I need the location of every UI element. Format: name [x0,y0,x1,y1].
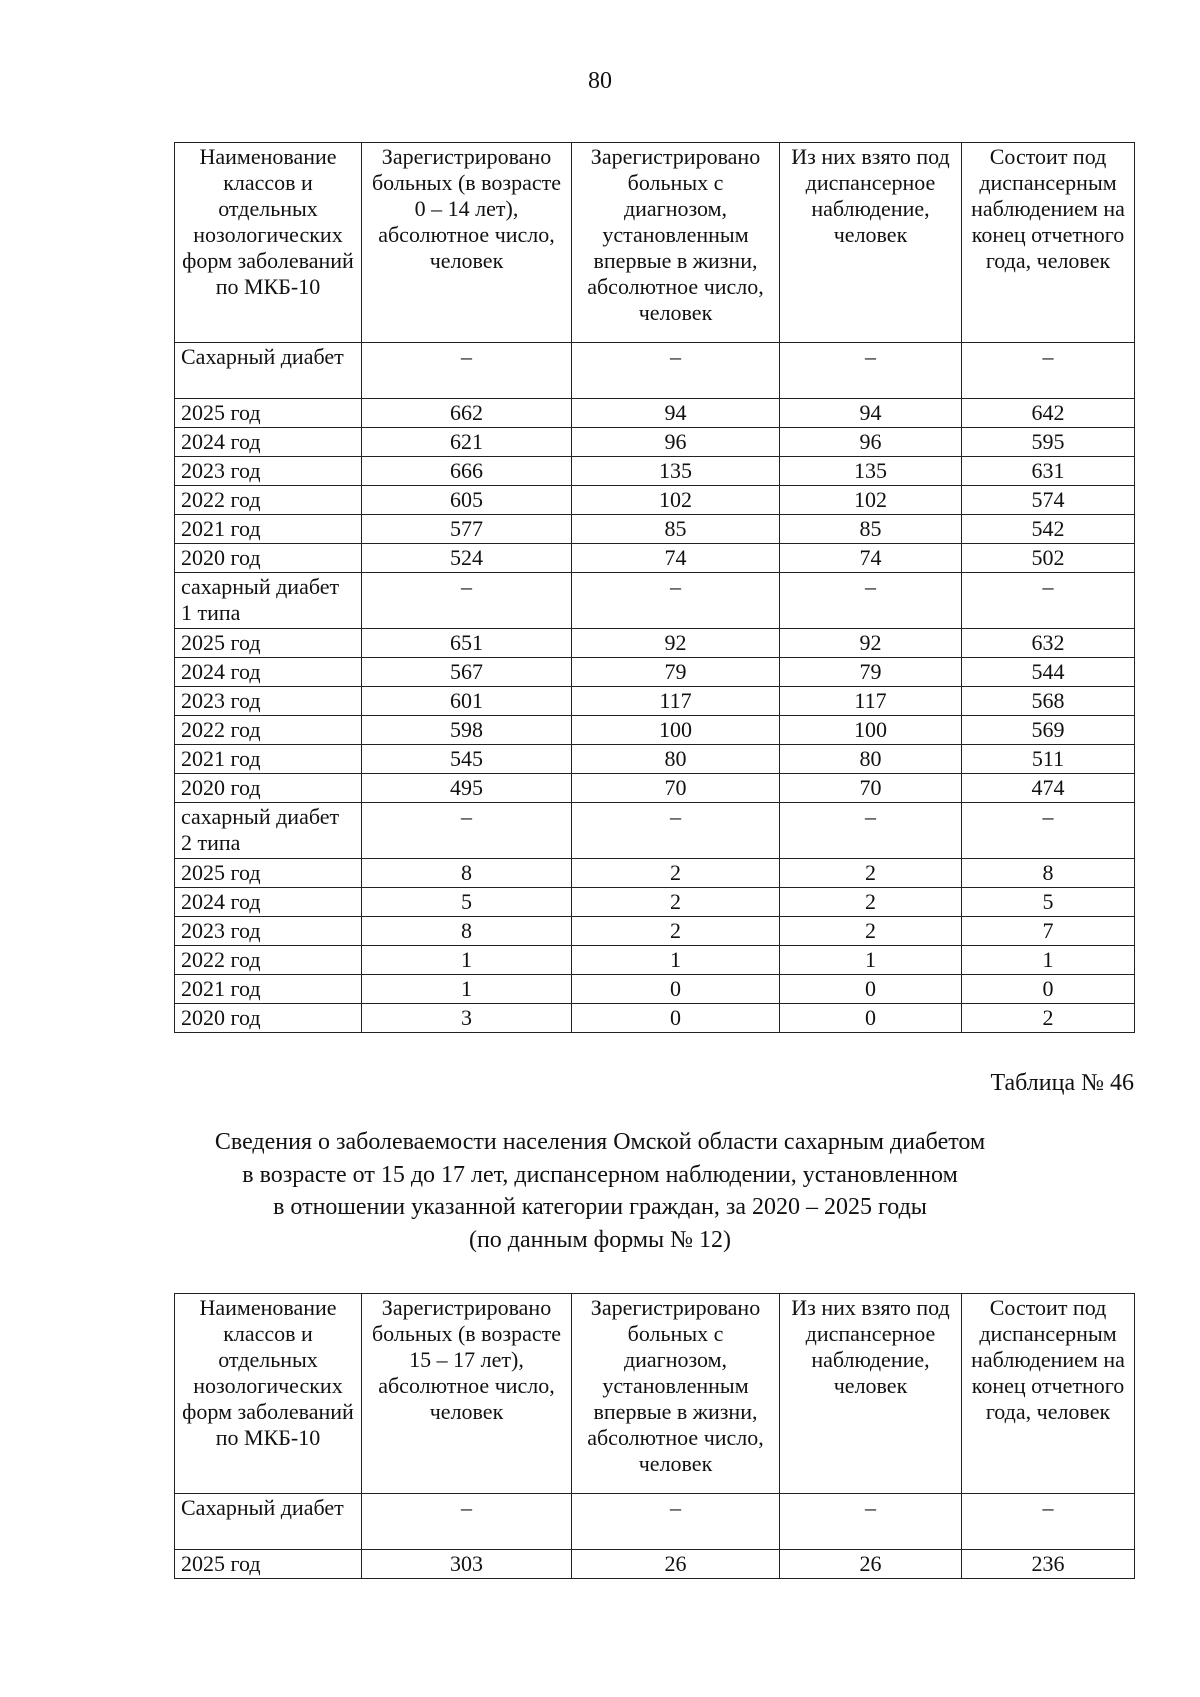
table-cell: – [780,573,962,629]
table-cell: – [780,1494,962,1550]
table-cell: 662 [362,399,572,428]
table-cell: 631 [962,457,1135,486]
header-dispensary-taken: Из них взято под диспансерное наблюдение, человек [780,143,962,343]
table-row [175,716,1135,745]
row-label: Сахарный диабет [175,343,362,399]
table-cell: – [962,803,1135,859]
table-cell: 102 [572,486,780,515]
table-cell: 3 [362,1004,572,1033]
table-cell: – [572,1494,780,1550]
table-cell: 567 [362,658,572,687]
table-cell: 5 [962,888,1135,917]
row-label: Сахарный диабет [175,1494,362,1550]
table-cell: 8 [362,859,572,888]
table-cell: 100 [780,716,962,745]
table-cell: 303 [362,1550,572,1579]
header-first-diagnosed: Зарегистрировано больных с диагнозом, установленным впервые в жизни, абсолютное число, человек [572,143,780,343]
table-cell: 85 [780,515,962,544]
diabetes-children-table [174,142,1135,1033]
table-row [175,1004,1135,1033]
row-label: 2020 год [175,774,362,803]
table-cell: – [962,343,1135,399]
table-cell: 2 [572,917,780,946]
row-label: 2024 год [175,658,362,687]
table-cell: 70 [780,774,962,803]
table-cell: 0 [780,975,962,1004]
table-cell: 595 [962,428,1135,457]
table-cell: – [572,573,780,629]
row-label: 2021 год [175,745,362,774]
table-cell: – [780,803,962,859]
table-row [175,428,1135,457]
table-row [175,859,1135,888]
table-cell: 621 [362,428,572,457]
page-number: 80 [588,68,612,94]
table-cell: 74 [572,544,780,573]
table-cell: 632 [962,629,1135,658]
table-row [175,803,1135,859]
table-row [175,917,1135,946]
table-cell: 2 [780,888,962,917]
table-cell: 2 [780,917,962,946]
table-row [175,399,1135,428]
table-row [175,1494,1135,1550]
row-label: 2023 год [175,457,362,486]
title-line: в возрасте от 15 до 17 лет, диспансерном наблюдении, установленном [242,1161,958,1188]
table-row [175,1550,1135,1579]
table-body [175,343,1135,1033]
table-cell: 474 [962,774,1135,803]
table-cell: 0 [572,1004,780,1033]
table-cell: 651 [362,629,572,658]
row-label: 2025 год [175,859,362,888]
title-line: (по данным формы № 12) [468,1226,732,1253]
table-cell: 8 [362,917,572,946]
table-row [175,774,1135,803]
table-cell: 80 [780,745,962,774]
table-cell: 545 [362,745,572,774]
table-cell: 666 [362,457,572,486]
table-cell: 5 [362,888,572,917]
header-dispensary-end-of-year: Состоит под диспансерным наблюдением на конец отчетного года, человек [962,1294,1135,1494]
table-cell: – [362,1494,572,1550]
row-label: 2023 год [175,687,362,716]
table-cell: 568 [962,687,1135,716]
table-cell: 8 [962,859,1135,888]
table-row [175,457,1135,486]
table-cell: 26 [572,1550,780,1579]
row-label: 2024 год [175,888,362,917]
table-cell: 574 [962,486,1135,515]
table-cell: 1 [572,946,780,975]
row-label: 2020 год [175,1004,362,1033]
header-dispensary-taken: Из них взято под диспансерное наблюдение, человек [780,1294,962,1494]
table-cell: 96 [780,428,962,457]
table-cell: 80 [572,745,780,774]
table-row [175,573,1135,629]
row-label: 2021 год [175,975,362,1004]
table-cell: 79 [572,658,780,687]
row-label: 2020 год [175,544,362,573]
table-cell: – [362,343,572,399]
table-cell: 0 [572,975,780,1004]
header-disease-class: Наименование классов и отдельных нозологических форм заболеваний по МКБ-10 [175,143,362,343]
table-row [175,343,1135,399]
table-cell: 544 [962,658,1135,687]
row-label: 2024 год [175,428,362,457]
table-cell: 542 [962,515,1135,544]
row-label: 2023 год [175,917,362,946]
table-cell: 511 [962,745,1135,774]
title-line: Сведения о заболеваемости населения Омской области сахарным диабетом [214,1129,986,1155]
table-row [175,658,1135,687]
table-cell: – [572,803,780,859]
table-cell: – [780,343,962,399]
row-label: 2022 год [175,946,362,975]
table-cell: 26 [780,1550,962,1579]
table-row [175,888,1135,917]
table-cell: 79 [780,658,962,687]
table-cell: 94 [780,399,962,428]
table-cell: 94 [572,399,780,428]
header-registered: Зарегистрировано больных (в возрасте 15 – 17 лет), абсолютное число, человек [362,1294,572,1494]
table-row [175,515,1135,544]
table-cell: 1 [362,946,572,975]
row-label: 2022 год [175,716,362,745]
table-cell: 92 [780,629,962,658]
row-label: 2025 год [175,1550,362,1579]
table-cell: 102 [780,486,962,515]
table-cell: 135 [780,457,962,486]
table-cell: 74 [780,544,962,573]
row-label: сахарный диабет 2 типа [175,803,362,859]
table-cell: 502 [962,544,1135,573]
table-cell: 598 [362,716,572,745]
table-cell: 605 [362,486,572,515]
table-cell: – [962,573,1135,629]
table-cell: 117 [780,687,962,716]
table-cell: 70 [572,774,780,803]
table-cell: 1 [962,946,1135,975]
table-cell: – [962,1494,1135,1550]
table-cell: 2 [962,1004,1135,1033]
table-cell: 1 [362,975,572,1004]
header-first-diagnosed: Зарегистрировано больных с диагнозом, установленным впервые в жизни, абсолютное число, человек [572,1294,780,1494]
table-cell: 524 [362,544,572,573]
table-cell: 2 [572,888,780,917]
row-label: 2022 год [175,486,362,515]
table-caption: Таблица № 46 [990,1070,1134,1096]
table-cell: 236 [962,1550,1135,1579]
row-label: сахарный диабет 1 типа [175,573,362,629]
row-label: 2021 год [175,515,362,544]
table-cell: 117 [572,687,780,716]
table-header [175,1294,1135,1494]
table-cell: – [572,343,780,399]
table-cell: – [362,803,572,859]
row-label: 2025 год [175,629,362,658]
header-disease-class: Наименование классов и отдельных нозологических форм заболеваний по МКБ-10 [175,1294,362,1494]
table-cell: 2 [572,859,780,888]
table-cell: 2 [780,859,962,888]
table-cell: 135 [572,457,780,486]
table-cell: 601 [362,687,572,716]
table-cell: 7 [962,917,1135,946]
table-cell: 495 [362,774,572,803]
header-dispensary-end-of-year: Состоит под диспансерным наблюдением на конец отчетного года, человек [962,143,1135,343]
title-line: в отношении указанной категории граждан, за 2020 – 2025 годы [273,1194,927,1221]
header-registered: Зарегистрировано больных (в возрасте 0 – 14 лет), абсолютное число, человек [362,143,572,343]
table-cell: 642 [962,399,1135,428]
table-title [0,1126,1200,1257]
table-header [175,143,1135,343]
table-cell: 577 [362,515,572,544]
table-cell: 96 [572,428,780,457]
table-row [175,946,1135,975]
table-row [175,486,1135,515]
table-body [175,1494,1135,1579]
table-cell: 92 [572,629,780,658]
row-label: 2025 год [175,399,362,428]
table-row [175,745,1135,774]
table-cell: – [362,573,572,629]
table-cell: 569 [962,716,1135,745]
table-row [175,629,1135,658]
diabetes-teens-table [174,1293,1135,1579]
table-cell: 100 [572,716,780,745]
table-row [175,975,1135,1004]
table-cell: 1 [780,946,962,975]
table-cell: 0 [780,1004,962,1033]
table-cell: 85 [572,515,780,544]
table-row [175,544,1135,573]
table-cell: 0 [962,975,1135,1004]
table-row [175,687,1135,716]
